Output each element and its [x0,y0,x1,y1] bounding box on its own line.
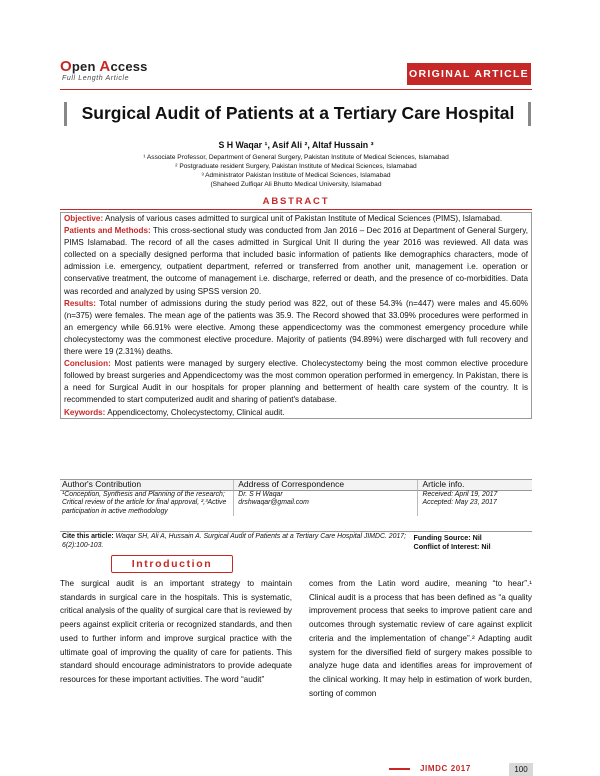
abstract-results: Results: Total number of admissions during the study period was 822, out of these 54.3% (n=447) were males and 45.60% (n=375) were females. The mean age of the patients was 35.9. The Record showed that 33.09% procedures were performed in an emergency while 66.91% were elective. Among these appendicectomy was the commonest emergency procedure while cholecystectomy was the commonest elective procedure. Majority of patients (94.89%) were discharged with full recovery and there were 19 (2.31%) deaths. [64,298,528,357]
info-header-row [60,480,532,491]
funding-conflict [408,532,532,551]
abstract-box [60,212,532,419]
correspondence-details [234,491,418,517]
article-info-table [60,479,532,516]
title-accent-right [528,102,531,126]
footer-journal: JIMDC 2017 [420,764,471,773]
title-accent-left [64,102,67,126]
correspondent-email[interactable]: drshwaqar@gmail.com [238,499,309,507]
conflict-of-interest: Conflict of Interest: Nil [413,542,491,551]
introduction-heading: Introduction [111,555,233,573]
received-date: Received: April 19, 2017 [422,490,498,498]
citation-row [60,531,532,551]
brand-title: Open Access [60,58,148,75]
correspondence-header: Address of Correspondence [234,480,418,491]
info-body-row [60,491,532,517]
abstract-heading: ABSTRACT [262,196,330,207]
affiliation-3: ³ Administrator Pakistan Institute of Medical Sciences, Islamabad [201,172,391,179]
footer-accent [389,768,410,770]
intro-right-column: comes from the Latin word audire, meaning “to hear”.¹ Clinical audit is a process that has been defined as “a quality improvement process that seeks to improve patient care and outcomes through systematic review of care against explicit criteria and the implementation of change”.² Adapting audit system for the diversified field of surgery makes possible to analyze huge data and identifies areas for improvement of the clinical working. It may help in estimation of work burden, sorting of common [309,579,532,698]
abstract-keywords: Keywords: Appendicectomy, Cholecystectomy, Clinical audit. [64,407,285,417]
article-info-header: Article info. [418,480,532,491]
citation: Cite this article: Waqar SH, Ali A, Hussain A. Surgical Audit of Patients at a Tertiary Care Hospital JIMDC. 2017; 6(2):100-103. [62,533,407,549]
affiliation-1: ¹ Associate Professor, Department of General Surgery, Pakistan Institute of Medical Sciences, Islamabad [143,154,449,161]
affiliation-4: (Shaheed Zulfiqar Ali Bhutto Medical University, Islamabad [210,181,382,188]
brand-subtitle: Full Length Article [62,75,130,82]
article-type-badge: ORIGINAL ARTICLE [407,63,531,85]
contribution-text: ¹Conception, Synthesis and Planning of the research; Critical review of the article for final approval, ²,³Active participation in active methodology [60,491,234,517]
article-dates [418,491,532,517]
journal-brand [60,60,148,83]
article-title: Surgical Audit of Patients at a Tertiary Care Hospital [81,103,515,123]
correspondent-name: Dr. S H Waqar [238,490,283,498]
author-list: S H Waqar ¹, Asif Ali ², Altaf Hussain ³ [218,140,374,150]
abstract-methods: Patients and Methods: This cross-sectional study was conducted from Jan 2016 – Dec 2016 at Department of General Surgery, PIMS Islamabad. The record of all the cases admitted in Surgical Unit II during the year 2016 was reviewed. All data was collected on a specially designed performa that included basic information of patients like demographics characters, mode of admission i.e. emergency, outpatient department, referred or transferred from another unit, management i.e. operation or conservative treatment, the outcome of management i.e. discharge, referred or death, and the presence of co-morbidities. Data was recorded and analyzed by using SPSS version 20. [64,226,529,296]
accepted-date: Accepted: May 23, 2017 [422,499,497,507]
abstract-divider [60,209,532,210]
affiliation-2: ² Postgraduate resident Surgery, Pakistan Institute of Medical Sciences, Islamabad [175,163,417,170]
intro-left-column: The surgical audit is an important strategy to maintain standards in surgical care in the hospitals. This is systematic, critical analysis of the quality of surgical care that is reviewed by peers against explicit criteria or recognized standards, and then used to further inform and improve surgical practice with the ultimate goal of improving the quality of care for patients. This standard should encourage administrators to provide adequate resources for these important activities. The word “audit” [60,579,292,684]
contribution-header: Author's Contribution [60,480,234,491]
abstract-conclusion: Conclusion: Most patients were managed by surgery elective. Cholecystectomy being the most common elective procedure followed by breast surgeries and Appendicectomy was the most common operation performed in emergency. In Pakistan, there is a need for Surgical Audit in our hospitals for proper planning and betterment of health care system of the country. It is recommended to start computerized audit and sharing of patient's database. [64,359,528,405]
header-divider [60,89,532,90]
abstract-objective: Objective: Analysis of various cases admitted to surgical unit of Pakistan Institute of Medical Sciences (PIMS), Islamabad. [64,214,503,223]
funding-source: Funding Source: Nil [413,533,482,542]
page-number: 100 [509,763,533,776]
